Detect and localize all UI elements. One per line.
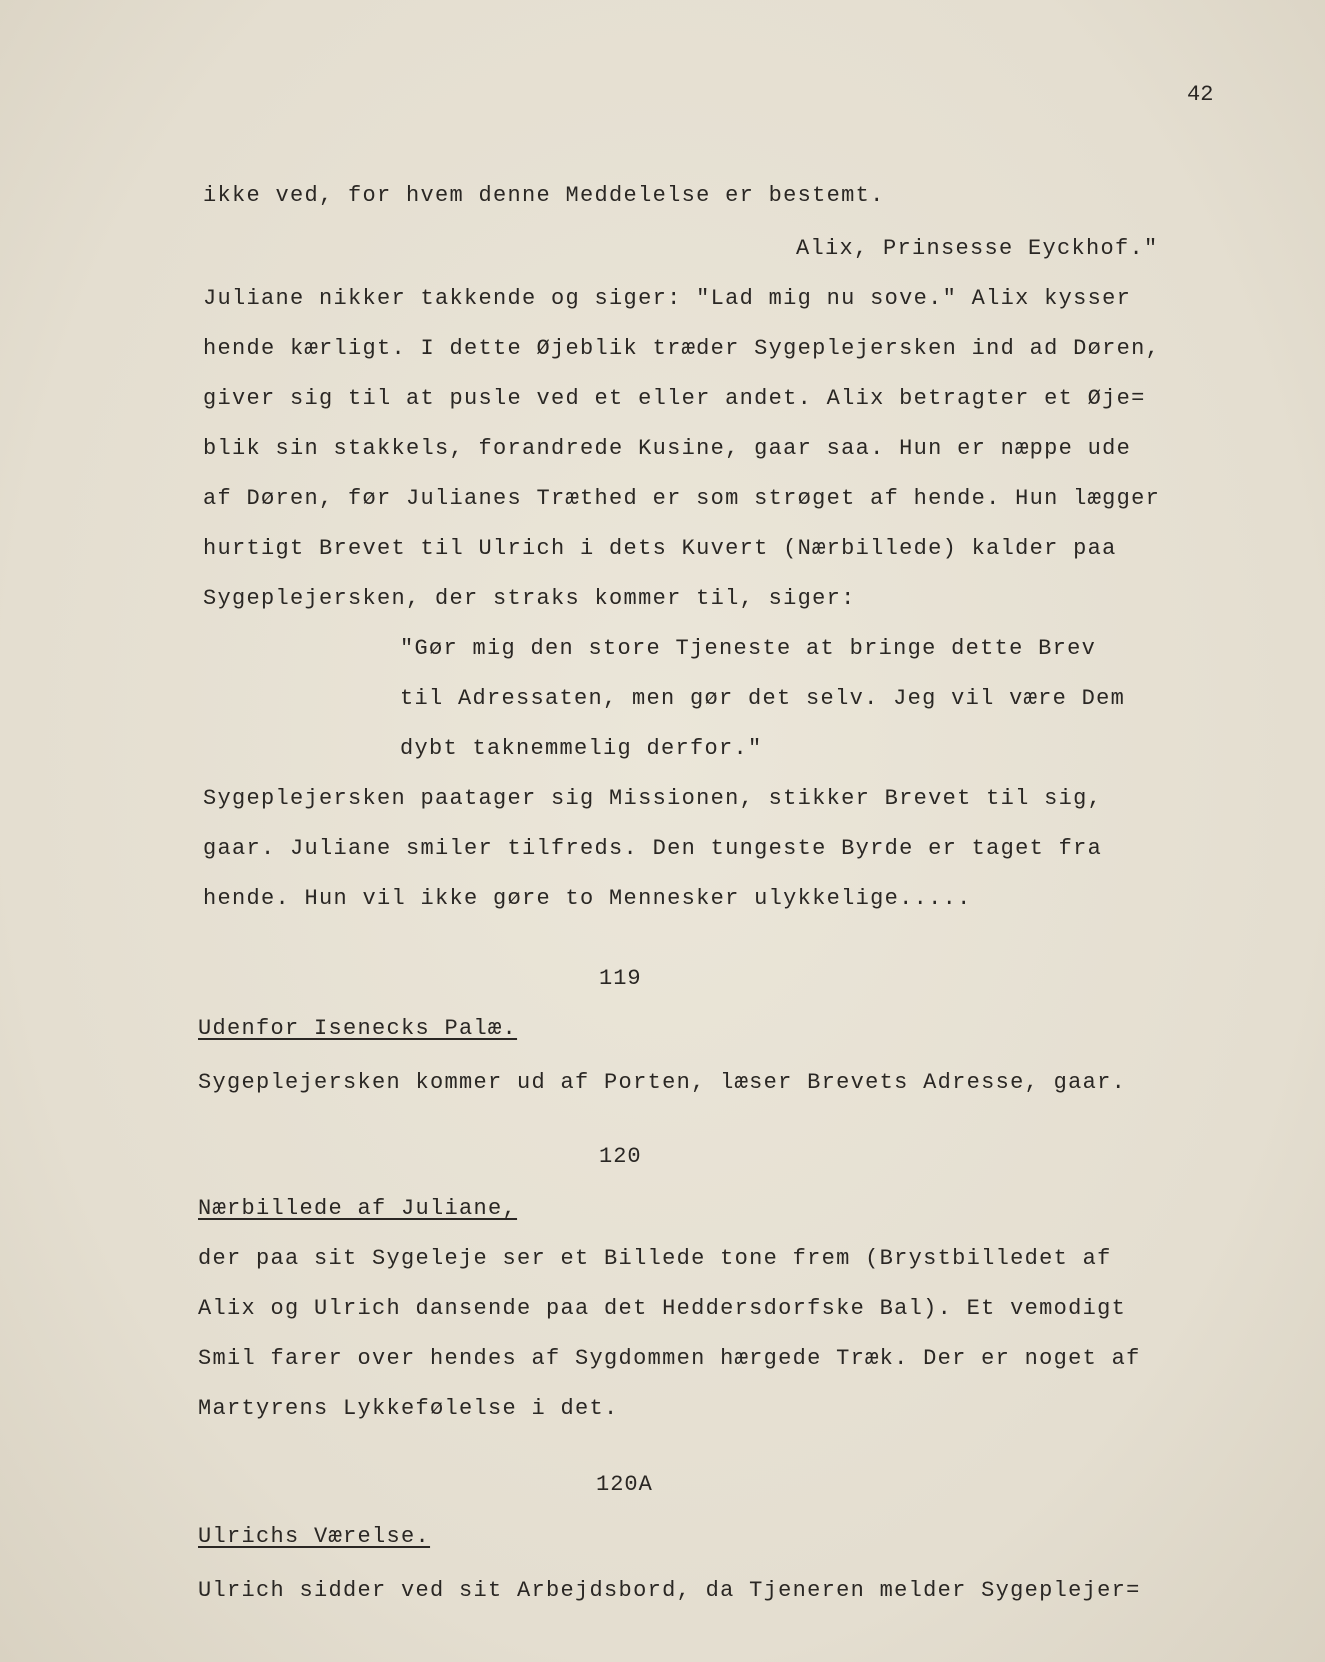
text-line: hende. Hun vil ikke gøre to Mennesker ulykkelige..... xyxy=(203,886,972,911)
scene-heading: Udenfor Isenecks Palæ. xyxy=(198,1016,518,1041)
scene-number: 119 xyxy=(599,966,642,991)
text-line: blik sin stakkels, forandrede Kusine, gaar saa. Hun er næppe ude xyxy=(203,436,1132,461)
scene-number: 120A xyxy=(596,1472,653,1497)
text-line: hurtigt Brevet til Ulrich i dets Kuvert (Nærbillede) kalder paa xyxy=(203,536,1117,561)
text-line: der paa sit Sygeleje ser et Billede tone frem (Brystbilledet af xyxy=(198,1246,1112,1271)
scene-heading: Ulrichs Værelse. xyxy=(198,1524,431,1549)
scene-number: 120 xyxy=(599,1144,642,1169)
text-line: af Døren, før Julianes Træthed er som strøget af hende. Hun lægger xyxy=(203,486,1161,511)
text-line: Martyrens Lykkefølelse i det. xyxy=(198,1396,619,1421)
text-line: giver sig til at pusle ved et eller andet. Alix betragter et Øje= xyxy=(203,386,1146,411)
text-line: Sygeplejersken paatager sig Missionen, stikker Brevet til sig, xyxy=(203,786,1103,811)
text-line: ikke ved, for hvem denne Meddelelse er bestemt. xyxy=(203,183,885,208)
quote-line: "Gør mig den store Tjeneste at bringe dette Brev xyxy=(400,636,1097,661)
text-line: Ulrich sidder ved sit Arbejdsbord, da Tjeneren melder Sygeplejer= xyxy=(198,1578,1141,1603)
text-line: Sygeplejersken, der straks kommer til, siger: xyxy=(203,586,856,611)
scene-heading: Nærbillede af Juliane, xyxy=(198,1196,518,1221)
quote-line: til Adressaten, men gør det selv. Jeg vil være Dem xyxy=(400,686,1126,711)
text-line: hende kærligt. I dette Øjeblik træder Sygeplejersken ind ad Døren, xyxy=(203,336,1161,361)
page-number: 42 xyxy=(1187,82,1214,107)
text-line: gaar. Juliane smiler tilfreds. Den tungeste Byrde er taget fra xyxy=(203,836,1103,861)
text-line: Smil farer over hendes af Sygdommen hærgede Træk. Der er noget af xyxy=(198,1346,1141,1371)
text-line: Alix og Ulrich dansende paa det Heddersdorfske Bal). Et vemodigt xyxy=(198,1296,1127,1321)
signature-line: Alix, Prinsesse Eyckhof." xyxy=(796,236,1159,261)
text-line: Sygeplejersken kommer ud af Porten, læser Brevets Adresse, gaar. xyxy=(198,1070,1127,1095)
text-line: Juliane nikker takkende og siger: "Lad mig nu sove." Alix kysser xyxy=(203,286,1132,311)
quote-line: dybt taknemmelig derfor." xyxy=(400,736,763,761)
